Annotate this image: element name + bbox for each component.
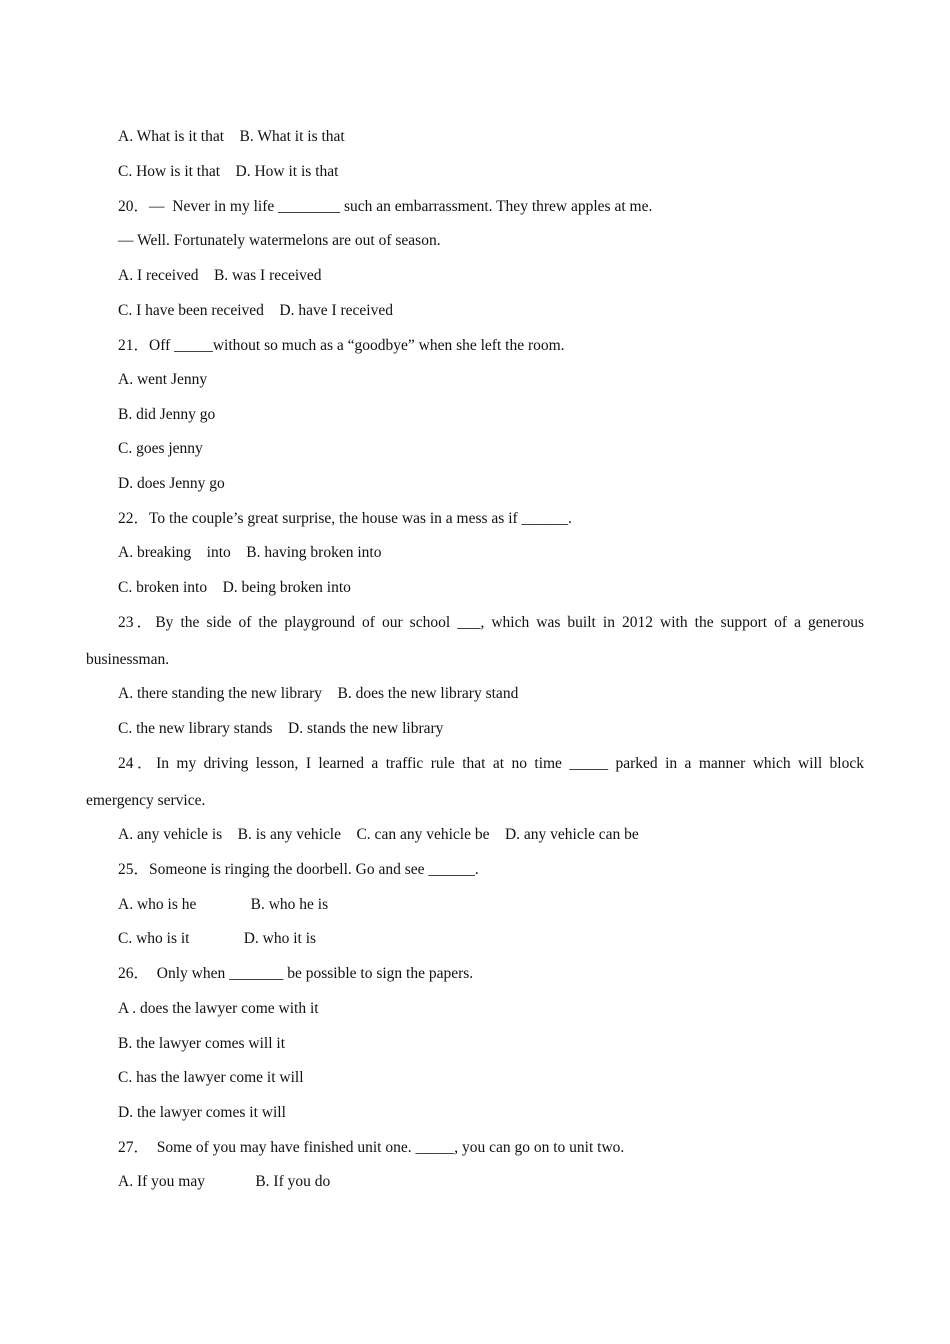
- q23-options-cd: C. the new library stands D. stands the new library: [118, 720, 444, 737]
- q19-options-cd: C. How is it that D. How it is that: [118, 163, 339, 180]
- q21-option-a: A. went Jenny: [118, 371, 208, 388]
- q25-options-ab: A. who is he B. who he is: [118, 896, 329, 913]
- q23-question-continued: businessman.: [86, 651, 170, 668]
- q26-question: 26． Only when _______ be possible to sign the papers.: [118, 965, 474, 982]
- q20-response: — Well. Fortunately watermelons are out of season.: [118, 232, 441, 249]
- q23-question: 23．By the side of the playground of our school ___, which was built in 2012 with the support of a generous: [118, 614, 864, 631]
- q24-question: 24．In my driving lesson, I learned a traffic rule that at no time _____ parked in a manner which will block: [118, 755, 864, 772]
- q20-options-cd: C. I have been received D. have I received: [118, 302, 393, 319]
- q19-options-ab: A. What is it that B. What it is that: [118, 128, 345, 145]
- q21-option-b: B. did Jenny go: [118, 406, 216, 423]
- q25-question: 25．Someone is ringing the doorbell. Go and see ______.: [118, 861, 479, 878]
- q26-option-c: C. has the lawyer come it will: [118, 1069, 304, 1086]
- q27-question: 27． Some of you may have finished unit one. _____, you can go on to unit two.: [118, 1139, 625, 1156]
- q24-question-continued: emergency service.: [86, 792, 206, 809]
- q26-option-d: D. the lawyer comes it will: [118, 1104, 286, 1121]
- q24-options: A. any vehicle is B. is any vehicle C. can any vehicle be D. any vehicle can be: [118, 826, 639, 843]
- q22-question: 22．To the couple’s great surprise, the house was in a mess as if ______.: [118, 510, 572, 527]
- q25-options-cd: C. who is it D. who it is: [118, 930, 317, 947]
- q27-options-ab: A. If you may B. If you do: [118, 1173, 331, 1190]
- q21-option-d: D. does Jenny go: [118, 475, 225, 492]
- q20-options-ab: A. I received B. was I received: [118, 267, 322, 284]
- q23-options-ab: A. there standing the new library B. does the new library stand: [118, 685, 519, 702]
- q26-option-b: B. the lawyer comes will it: [118, 1035, 286, 1052]
- q22-options-ab: A. breaking into B. having broken into: [118, 544, 382, 561]
- q21-question: 21．Off _____without so much as a “goodbye” when she left the room.: [118, 337, 565, 354]
- q21-option-c: C. goes jenny: [118, 440, 203, 457]
- q26-option-a: A . does the lawyer come with it: [118, 1000, 319, 1017]
- q22-options-cd: C. broken into D. being broken into: [118, 579, 351, 596]
- q20-question: 20．— Never in my life ________ such an embarrassment. They threw apples at me.: [118, 198, 653, 215]
